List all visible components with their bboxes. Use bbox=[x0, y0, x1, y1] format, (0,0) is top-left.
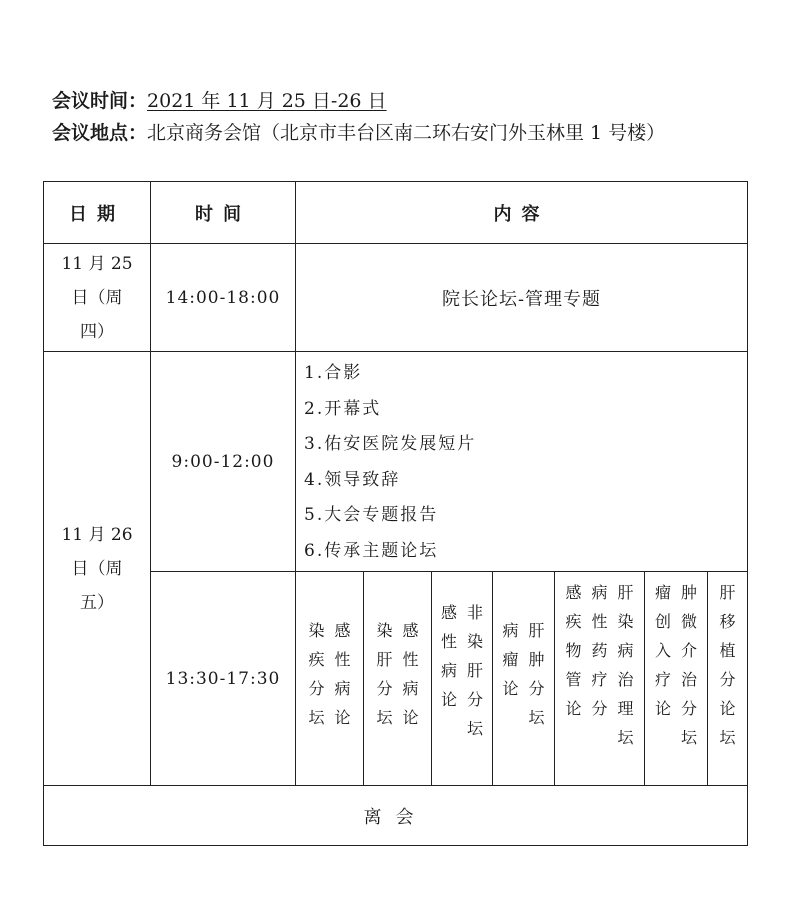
forum-char: 非 bbox=[467, 603, 484, 622]
forum-text-column bbox=[720, 578, 736, 752]
leave-cell: 离会 bbox=[44, 786, 748, 846]
day2-date-line: 五） bbox=[80, 592, 114, 613]
forum-char: 药 bbox=[591, 641, 608, 660]
forum-char: 坛 bbox=[681, 728, 698, 747]
forum-text-column bbox=[655, 578, 671, 752]
forum-char: 分 bbox=[308, 679, 325, 698]
forum-char: 性 bbox=[440, 632, 457, 651]
day1-date bbox=[44, 244, 151, 352]
header-date: 日期 bbox=[44, 182, 151, 244]
forum-non-infectious-liver bbox=[432, 572, 493, 786]
forum-char: 病 bbox=[591, 583, 608, 602]
forum-char: 治 bbox=[617, 670, 634, 689]
forum-char: 坛 bbox=[467, 719, 484, 738]
forum-char: 论 bbox=[719, 699, 736, 718]
meeting-place-label: 会议地点： bbox=[52, 122, 148, 144]
day2-morning-time: 9:00-12:00 bbox=[151, 352, 296, 572]
forum-infectious-drug-management bbox=[555, 572, 645, 786]
forum-text-column bbox=[403, 616, 419, 732]
forum-char: 染 bbox=[467, 632, 484, 651]
forum-char: 创 bbox=[654, 612, 671, 631]
schedule-table bbox=[43, 181, 748, 846]
day1-date-line: 11 月 25 bbox=[61, 253, 133, 274]
forum-char: 感 bbox=[402, 621, 419, 640]
forum-char: 肝 bbox=[467, 661, 484, 680]
forum-char: 理 bbox=[617, 699, 634, 718]
forum-char: 分 bbox=[591, 699, 608, 718]
forum-char: 治 bbox=[681, 670, 698, 689]
forum-text-column bbox=[529, 616, 545, 732]
forum-infectious-disease bbox=[296, 572, 364, 786]
forum-char: 肿 bbox=[681, 583, 698, 602]
forum-char: 分 bbox=[719, 670, 736, 689]
forum-text-column bbox=[591, 578, 607, 752]
forum-char: 染 bbox=[376, 621, 393, 640]
forum-char: 肝 bbox=[719, 583, 736, 602]
forum-char: 肝 bbox=[528, 621, 545, 640]
forum-char: 性 bbox=[402, 650, 419, 669]
forum-text-column bbox=[681, 578, 697, 752]
forum-char: 坛 bbox=[308, 708, 325, 727]
day2-morning-row bbox=[44, 352, 748, 572]
forum-char: 肝 bbox=[617, 583, 634, 602]
forum-char: 病 bbox=[617, 641, 634, 660]
day2-date-line: 11 月 26 bbox=[61, 524, 133, 545]
forum-liver-transplant bbox=[708, 572, 748, 786]
day2-date bbox=[44, 352, 151, 786]
forum-char: 疗 bbox=[591, 670, 608, 689]
forum-char: 微 bbox=[681, 612, 698, 631]
forum-char: 病 bbox=[402, 679, 419, 698]
forum-char: 染 bbox=[617, 612, 634, 631]
forum-char: 论 bbox=[654, 699, 671, 718]
forum-char: 坛 bbox=[376, 708, 393, 727]
forum-char: 坛 bbox=[719, 728, 736, 747]
forum-char: 性 bbox=[591, 612, 608, 631]
forum-char: 分 bbox=[467, 690, 484, 709]
forum-text-column bbox=[565, 578, 581, 752]
meeting-time-value: 2021 年 11 月 25 日-26 日 bbox=[147, 90, 387, 112]
forum-char: 感 bbox=[440, 603, 457, 622]
forum-char: 坛 bbox=[617, 728, 634, 747]
forum-text-column bbox=[441, 598, 457, 743]
day2-date-line: 日（周 bbox=[71, 558, 123, 579]
forum-char: 染 bbox=[308, 621, 325, 640]
forum-char: 瘤 bbox=[502, 650, 519, 669]
day1-row bbox=[44, 244, 748, 352]
day2-morning-agenda bbox=[296, 352, 748, 572]
forum-char: 肝 bbox=[376, 650, 393, 669]
forum-tumor-interventional bbox=[645, 572, 708, 786]
forum-text-column bbox=[335, 616, 351, 732]
meeting-time-line bbox=[52, 86, 387, 113]
agenda-item: 3.佑安医院发展短片 bbox=[304, 434, 477, 454]
agenda-item: 1.合影 bbox=[304, 363, 363, 383]
forum-char: 植 bbox=[719, 641, 736, 660]
forum-char: 病 bbox=[440, 661, 457, 680]
forum-char: 瘤 bbox=[654, 583, 671, 602]
day2-afternoon-time: 13:30-17:30 bbox=[151, 572, 296, 786]
forum-char: 分 bbox=[528, 679, 545, 698]
forum-char: 性 bbox=[334, 650, 351, 669]
forum-char: 疾 bbox=[308, 650, 325, 669]
forum-infectious-liver bbox=[364, 572, 432, 786]
forum-text-column bbox=[308, 616, 324, 732]
forum-char: 分 bbox=[376, 679, 393, 698]
agenda-item: 5.大会专题报告 bbox=[304, 505, 439, 525]
forum-char: 物 bbox=[565, 641, 582, 660]
forum-char: 坛 bbox=[528, 708, 545, 727]
forum-char: 疾 bbox=[565, 612, 582, 631]
forum-char: 入 bbox=[654, 641, 671, 660]
forum-text-column bbox=[618, 578, 634, 752]
forum-char: 论 bbox=[440, 690, 457, 709]
header-content: 内容 bbox=[296, 182, 748, 244]
forum-char: 疗 bbox=[654, 670, 671, 689]
forum-text-column bbox=[502, 616, 518, 732]
forum-liver-tumor bbox=[493, 572, 555, 786]
forum-char: 论 bbox=[565, 699, 582, 718]
forum-char: 移 bbox=[719, 612, 736, 631]
forum-char: 分 bbox=[681, 699, 698, 718]
forum-char: 肿 bbox=[528, 650, 545, 669]
forum-text-column bbox=[467, 598, 483, 743]
forum-char: 介 bbox=[681, 641, 698, 660]
forum-char: 论 bbox=[334, 708, 351, 727]
leave-row bbox=[44, 786, 748, 846]
forum-char: 论 bbox=[502, 679, 519, 698]
forum-char: 病 bbox=[502, 621, 519, 640]
meeting-place-value: 北京商务会馆（北京市丰台区南二环右安门外玉林里 1 号楼） bbox=[147, 122, 666, 144]
agenda-item: 4.领导致辞 bbox=[304, 469, 401, 490]
header-time: 时间 bbox=[151, 182, 296, 244]
agenda-item: 6.传承主题论坛 bbox=[304, 540, 439, 561]
forum-char: 感 bbox=[334, 621, 351, 640]
day1-date-line: 四） bbox=[80, 321, 114, 342]
forum-char: 感 bbox=[565, 583, 582, 602]
forum-text-column bbox=[376, 616, 392, 732]
meeting-place-line bbox=[52, 118, 665, 145]
forum-char: 病 bbox=[334, 679, 351, 698]
forum-char: 管 bbox=[565, 670, 582, 689]
meeting-time-label: 会议时间： bbox=[52, 90, 148, 112]
agenda-item: 2.开幕式 bbox=[304, 398, 382, 419]
day1-time: 14:00-18:00 bbox=[151, 244, 296, 352]
forum-char: 论 bbox=[402, 708, 419, 727]
day1-content: 院长论坛-管理专题 bbox=[296, 244, 748, 352]
header-row bbox=[44, 182, 748, 244]
day1-date-line: 日（周 bbox=[71, 287, 123, 308]
